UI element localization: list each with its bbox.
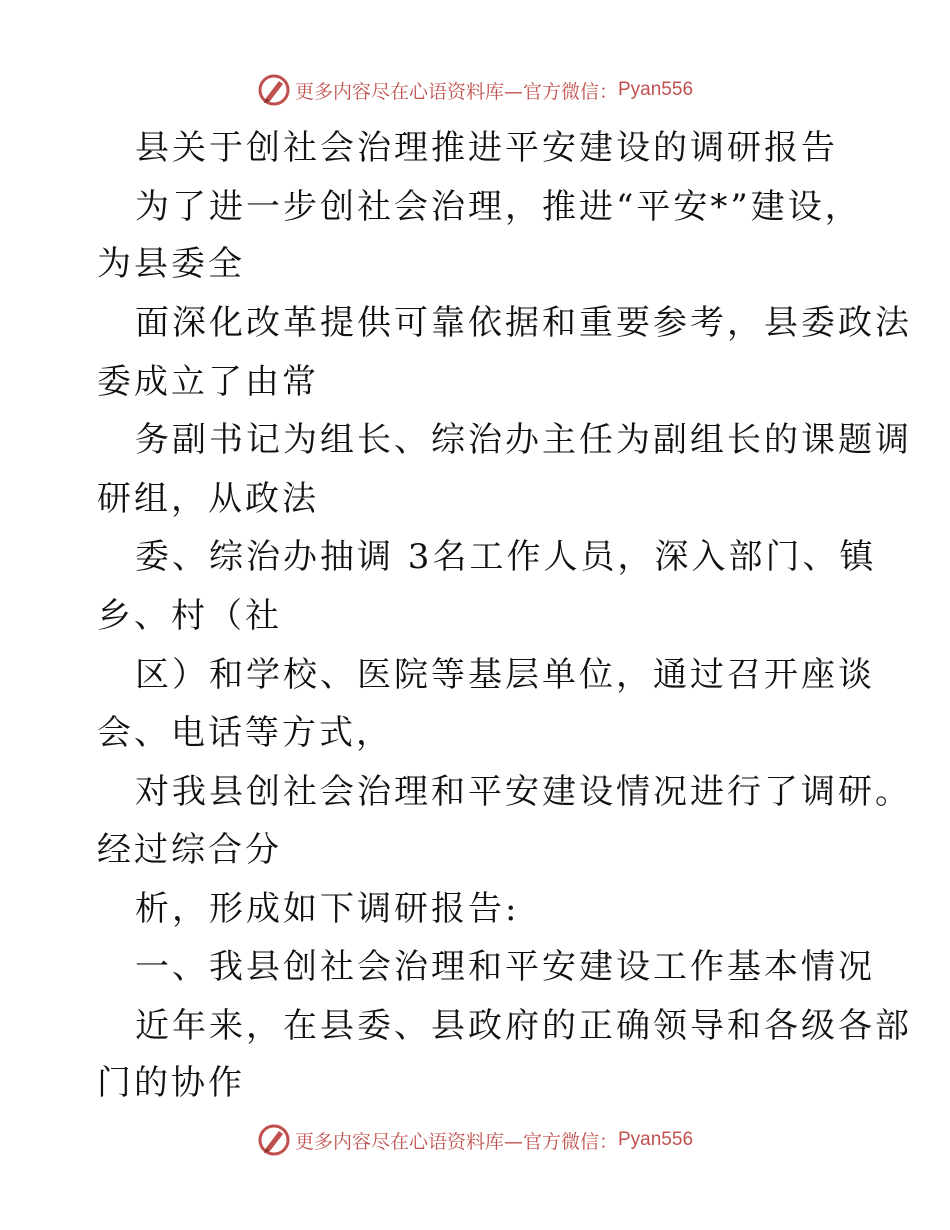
pen-logo-icon — [257, 1123, 291, 1157]
text-line: 务副书记为组长、综治办主任为副组长的课题调 — [135, 420, 912, 460]
text-line: 为县委全 — [97, 244, 245, 284]
text-line: 委成立了由常 — [97, 362, 319, 402]
text-line: 析，形成如下调研报告: — [135, 889, 520, 929]
document-title: 县关于创社会治理推进平安建设的调研报告 — [135, 128, 838, 168]
text-line: 为了进一步创社会治理，推进“平安*”建设， — [135, 187, 862, 227]
watermark-text: 更多内容尽在心语资料库—官方微信： — [294, 80, 618, 103]
text-line: 乡、村（社 — [97, 596, 282, 636]
text-line: 会、电话等方式， — [97, 713, 393, 753]
text-line: 委、综治办抽调 3名工作人员，深入部门、镇 — [135, 537, 877, 577]
text-line: 经过综合分 — [97, 830, 282, 870]
footer-watermark — [0, 1120, 950, 1160]
watermark-text: 更多内容尽在心语资料库—官方微信： — [294, 1130, 618, 1153]
pen-logo-icon — [257, 73, 291, 107]
text-line: 面深化改革提供可靠依据和重要参考，县委政法 — [135, 303, 912, 343]
watermark-wechat-id: Pyan556 — [618, 1129, 694, 1150]
text-line: 门的协作 — [97, 1063, 245, 1103]
text-line: 研组，从政法 — [97, 479, 319, 519]
text-line: 区）和学校、医院等基层单位，通过召开座谈 — [135, 655, 875, 695]
watermark-wechat-id: Pyan556 — [618, 79, 694, 100]
text-line: 近年来，在县委、县政府的正确领导和各级各部 — [135, 1006, 912, 1046]
section-heading: 一、我县创社会治理和平安建设工作基本情况 — [135, 947, 875, 987]
header-watermark — [0, 70, 950, 110]
text-line: 对我县创社会治理和平安建设情况进行了调研。 — [135, 772, 912, 812]
